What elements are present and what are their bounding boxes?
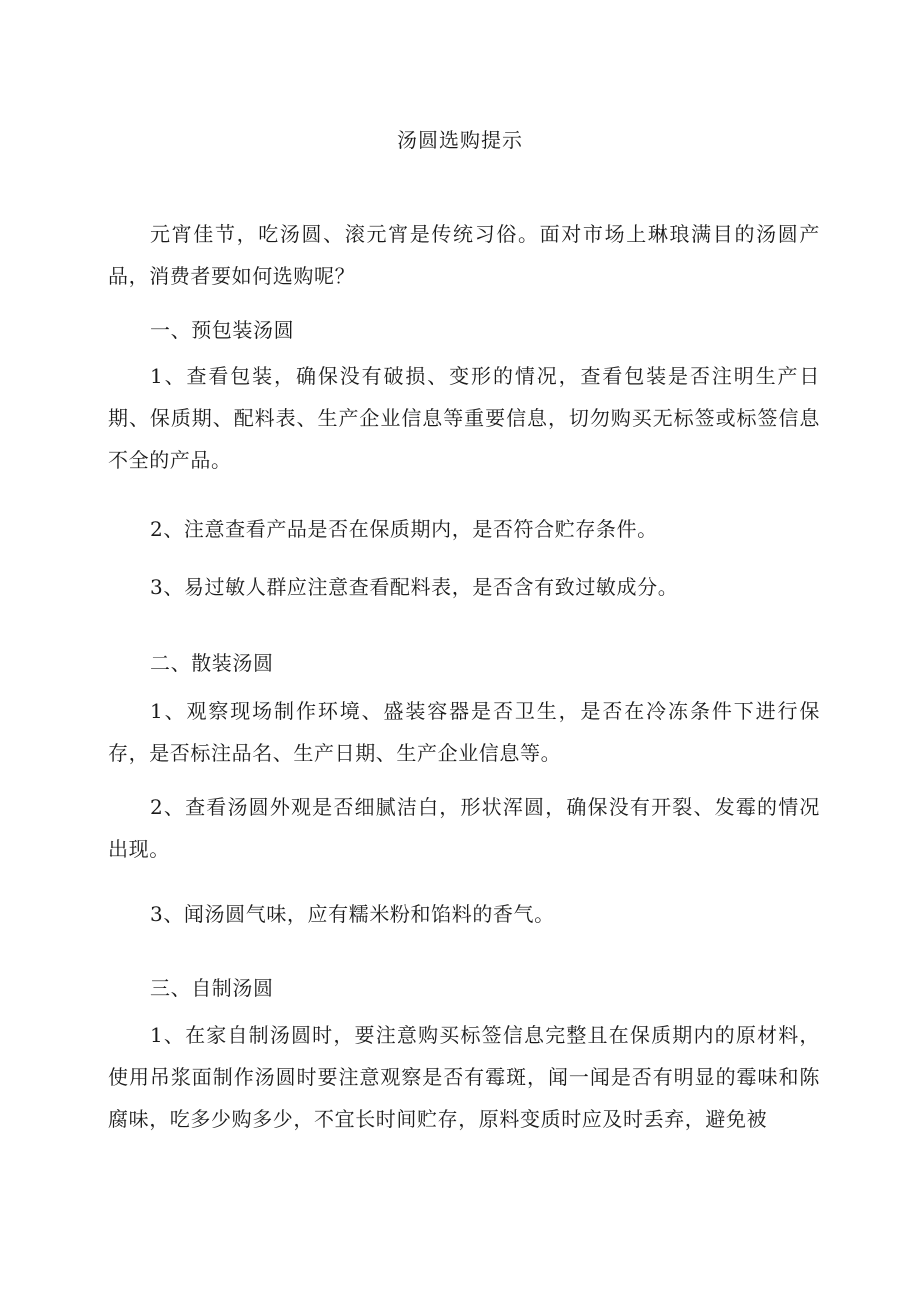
- bulk-item-2: 2、查看汤圆外观是否细腻洁白，形状浑圆，确保没有开裂、发霉的情况出现。: [108, 795, 820, 861]
- prepackaged-item-1: 1、查看包装，确保没有破损、变形的情况，查看包装是否注明生产日期、保质期、配料表、生产企业信息等重要信息，切勿购买无标签或标签信息不全的产品。: [108, 364, 820, 472]
- prepackaged-item-3: 3、易过敏人群应注意查看配料表，是否含有致过敏成分。: [150, 575, 679, 599]
- bulk-item-1: 1、观察现场制作环境、盛装容器是否卫生，是否在冷冻条件下进行保存，是否标注品名、生产日期、生产企业信息等。: [108, 699, 820, 765]
- prepackaged-item-2: 2、注意查看产品是否在保质期内，是否符合贮存条件。: [150, 517, 658, 541]
- intro-paragraph: 元宵佳节，吃汤圆、滚元宵是传统习俗。面对市场上琳琅满目的汤圆产品，消费者要如何选购呢？: [108, 222, 820, 288]
- document-title: 汤圆选购提示: [397, 128, 523, 152]
- section-heading-prepackaged: 一、预包装汤圆: [150, 318, 295, 342]
- bulk-item-3: 3、闻汤圆气味，应有糯米粉和馅料的香气。: [150, 902, 555, 926]
- homemade-item-1: 1、在家自制汤圆时，要注意购买标签信息完整且在保质期内的原材料，使用吊浆面制作汤圆时要注意观察是否有霉斑，闻一闻是否有明显的霉味和陈腐味，吃多少购多少，不宜长时间贮存，原料变质时应及时丢弃，避免被: [108, 1023, 820, 1131]
- section-heading-homemade: 三、自制汤圆: [150, 976, 274, 1000]
- section-heading-bulk: 二、散装汤圆: [150, 651, 274, 675]
